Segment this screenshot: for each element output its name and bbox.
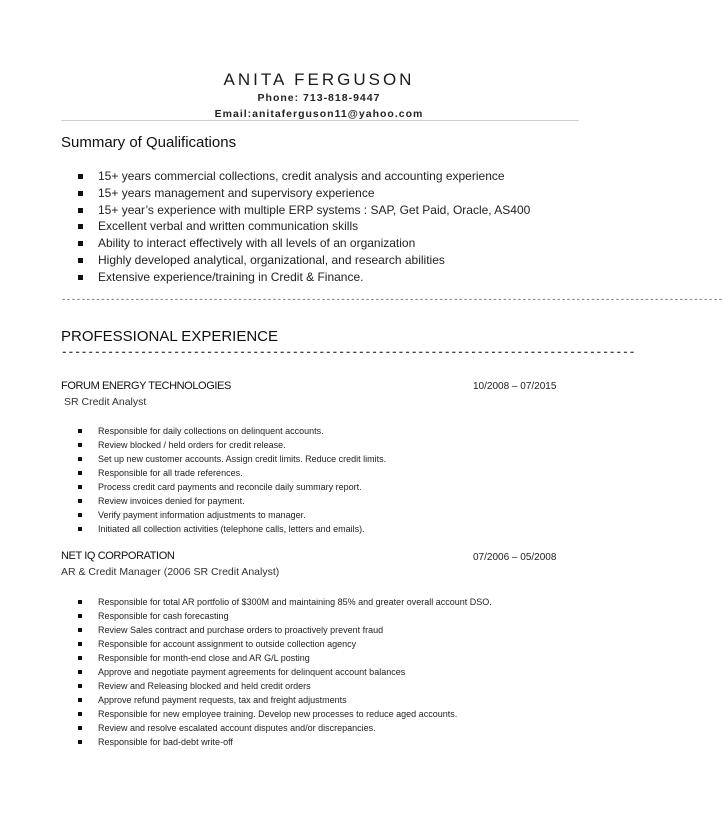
- job-role: SR Credit Analyst: [64, 396, 147, 408]
- summary-item: 15+ years commercial collections, credit analysis and accounting experience: [78, 168, 530, 185]
- summary-item: Highly developed analytical, organizational, and research abilities: [78, 252, 530, 269]
- summary-list: [78, 168, 530, 286]
- job-dates: 07/2006 – 05/2008: [473, 552, 557, 563]
- job-company: FORUM ENERGY TECHNOLOGIES: [61, 380, 231, 392]
- duty-item: Process credit card payments and reconcile daily summary report.: [78, 480, 386, 494]
- duty-item: Review and Releasing blocked and held credit orders: [78, 679, 492, 693]
- summary-title: Summary of Qualifications: [61, 134, 237, 151]
- duty-item: Approve and negotiate payment agreements for delinquent account balances: [78, 665, 492, 679]
- duty-item: Responsible for month-end close and AR G/L posting: [78, 651, 492, 665]
- dashed-divider: ---------------------------------------------------------------------------------------------------------------------------------------: [61, 295, 723, 305]
- summary-item: 15+ year’s experience with multiple ERP systems : SAP, Get Paid, Oracle, AS400: [78, 202, 530, 219]
- duty-item: Review blocked / held orders for credit release.: [78, 438, 386, 452]
- candidate-name: ANITA FERGUSON: [223, 70, 415, 89]
- job-company: NET IQ CORPORATION: [61, 550, 175, 562]
- duty-item: Initiated all collection activities (telephone calls, letters and emails).: [78, 522, 386, 536]
- duty-item: Responsible for bad-debt write-off: [78, 735, 492, 749]
- dashed-divider: ---------------------------------------------------------------------------------------: [61, 347, 636, 359]
- duty-item: Review Sales contract and purchase orders to proactively prevent fraud: [78, 623, 492, 637]
- duty-item: Responsible for total AR portfolio of $300M and maintaining 85% and greater overall account DSO.: [78, 595, 492, 609]
- duty-item: Set up new customer accounts. Assign credit limits. Reduce credit limits.: [78, 452, 386, 466]
- duty-item: Responsible for all trade references.: [78, 466, 386, 480]
- duty-item: Responsible for cash forecasting: [78, 609, 492, 623]
- phone-line: Phone: 713-818-9447: [257, 92, 381, 104]
- job-dates: 10/2008 – 07/2015: [473, 381, 557, 392]
- summary-item: Excellent verbal and written communication skills: [78, 218, 530, 235]
- job-duties: [78, 424, 386, 536]
- summary-item: Extensive experience/training in Credit & Finance.: [78, 269, 530, 286]
- duty-item: Verify payment information adjustments to manager.: [78, 508, 386, 522]
- duty-item: Review and resolve escalated account disputes and/or discrepancies.: [78, 721, 492, 735]
- summary-item: Ability to interact effectively with all levels of an organization: [78, 235, 530, 252]
- header-divider: [61, 120, 579, 121]
- duty-item: Review invoices denied for payment.: [78, 494, 386, 508]
- summary-item: 15+ years management and supervisory experience: [78, 185, 530, 202]
- job-role: AR & Credit Manager (2006 SR Credit Analyst): [61, 566, 280, 578]
- experience-title: PROFESSIONAL EXPERIENCE: [61, 328, 279, 345]
- duty-item: Responsible for new employee training. Develop new processes to reduce aged accounts.: [78, 707, 492, 721]
- email-line: Email:anitaferguson11@yahoo.com: [214, 108, 424, 120]
- duty-item: Responsible for account assignment to outside collection agency: [78, 637, 492, 651]
- duty-item: Responsible for daily collections on delinquent accounts.: [78, 424, 386, 438]
- duty-item: Approve refund payment requests, tax and freight adjustments: [78, 693, 492, 707]
- job-duties: [78, 595, 492, 749]
